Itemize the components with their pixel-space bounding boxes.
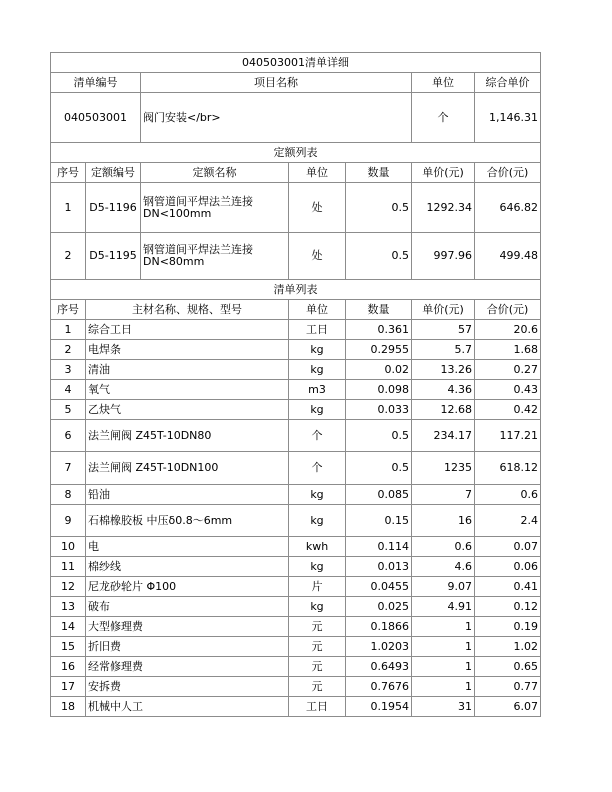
material-row-price: 234.17 [412,420,475,452]
material-row-name: 棉纱线 [86,557,289,577]
material-row-total: 0.41 [475,577,541,597]
material-row-qty: 0.1866 [346,617,412,637]
material-row-price: 4.91 [412,597,475,617]
material-row [51,637,541,657]
material-row-qty: 0.6493 [346,657,412,677]
material-row-name: 氧气 [86,380,289,400]
materials-header-total: 合价(元) [475,300,541,320]
material-row-name: 清油 [86,360,289,380]
material-row-unit: kwh [289,537,346,557]
quota-row-price: 1292.34 [412,183,475,233]
material-row-no: 11 [51,557,86,577]
material-row-unit: 个 [289,420,346,452]
material-row-name: 破布 [86,597,289,617]
material-row-price: 1 [412,617,475,637]
quota-header-code: 定额编号 [86,163,141,183]
material-row-no: 1 [51,320,86,340]
material-row-name: 电 [86,537,289,557]
material-row [51,677,541,697]
material-row [51,400,541,420]
material-row-no: 17 [51,677,86,697]
material-row-price: 7 [412,485,475,505]
material-row-name: 大型修理费 [86,617,289,637]
quota-row-price: 997.96 [412,233,475,280]
material-row-qty: 0.7676 [346,677,412,697]
material-row-name: 经常修理费 [86,657,289,677]
material-row-price: 0.6 [412,537,475,557]
quota-header-qty: 数量 [346,163,412,183]
materials-header-name: 主材名称、规格、型号 [86,300,289,320]
quota-row-no: 1 [51,183,86,233]
material-row-qty: 0.033 [346,400,412,420]
material-row-no: 16 [51,657,86,677]
material-row-qty: 0.5 [346,420,412,452]
material-row [51,380,541,400]
material-row [51,557,541,577]
material-row-name: 乙炔气 [86,400,289,420]
material-row [51,452,541,485]
material-row [51,577,541,597]
material-row-qty: 0.361 [346,320,412,340]
material-row-total: 20.6 [475,320,541,340]
material-row-unit: m3 [289,380,346,400]
material-row [51,537,541,557]
material-row-unit: kg [289,360,346,380]
item-code: 040503001 [51,93,141,143]
material-row-name: 法兰闸阀 Z45T-10DN100 [86,452,289,485]
quota-row-total: 499.48 [475,233,541,280]
material-row-price: 1 [412,637,475,657]
material-row-total: 0.07 [475,537,541,557]
material-row-price: 31 [412,697,475,717]
material-row-price: 1 [412,677,475,697]
material-row-no: 5 [51,400,86,420]
material-row-no: 12 [51,577,86,597]
material-row-total: 618.12 [475,452,541,485]
material-row-name: 机械中人工 [86,697,289,717]
col-header-code: 清单编号 [51,73,141,93]
material-row-unit: kg [289,400,346,420]
material-row-qty: 1.0203 [346,637,412,657]
material-row-unit: 工日 [289,697,346,717]
material-row-total: 0.42 [475,400,541,420]
material-row-unit: 元 [289,677,346,697]
quota-row-unit: 处 [289,233,346,280]
material-row-price: 57 [412,320,475,340]
material-row-qty: 0.2955 [346,340,412,360]
material-row-total: 0.43 [475,380,541,400]
material-row [51,420,541,452]
material-row-qty: 0.085 [346,485,412,505]
material-row-unit: 个 [289,452,346,485]
material-row-total: 117.21 [475,420,541,452]
materials-section-title: 清单列表 [51,280,541,300]
materials-header-unit: 单位 [289,300,346,320]
material-row-unit: kg [289,557,346,577]
material-row-price: 12.68 [412,400,475,420]
material-row-qty: 0.098 [346,380,412,400]
quota-row-code: D5-1195 [86,233,141,280]
material-row-unit: 工日 [289,320,346,340]
quota-row-no: 2 [51,233,86,280]
material-row-total: 2.4 [475,505,541,537]
item-price: 1,146.31 [475,93,541,143]
material-row-price: 9.07 [412,577,475,597]
material-row-no: 7 [51,452,86,485]
quota-section-title: 定额列表 [51,143,541,163]
material-row-name: 安拆费 [86,677,289,697]
material-row-no: 8 [51,485,86,505]
material-row-total: 0.77 [475,677,541,697]
quota-header-no: 序号 [51,163,86,183]
material-row [51,320,541,340]
material-row-price: 4.6 [412,557,475,577]
col-header-unit: 单位 [412,73,475,93]
material-row-no: 18 [51,697,86,717]
material-row-no: 10 [51,537,86,557]
quota-row-name: 钢管道间平焊法兰连接DN<100mm [141,183,289,233]
material-row-total: 0.19 [475,617,541,637]
quota-header-name: 定额名称 [141,163,289,183]
materials-header-price: 单价(元) [412,300,475,320]
material-row-unit: 元 [289,657,346,677]
quota-row-name: 钢管道间平焊法兰连接DN<80mm [141,233,289,280]
material-row-no: 14 [51,617,86,637]
material-row-no: 13 [51,597,86,617]
material-row-qty: 0.15 [346,505,412,537]
material-row-no: 6 [51,420,86,452]
material-row-name: 铅油 [86,485,289,505]
material-row-no: 2 [51,340,86,360]
material-row-total: 0.27 [475,360,541,380]
material-row-unit: 元 [289,637,346,657]
material-row [51,597,541,617]
material-row-unit: kg [289,505,346,537]
material-row-no: 9 [51,505,86,537]
item-unit: 个 [412,93,475,143]
material-row-no: 3 [51,360,86,380]
material-row-name: 折旧费 [86,637,289,657]
material-row-total: 1.68 [475,340,541,360]
material-row-price: 1235 [412,452,475,485]
material-row-qty: 0.025 [346,597,412,617]
material-row-name: 综合工日 [86,320,289,340]
material-row [51,360,541,380]
quota-header-row [51,163,541,183]
material-row [51,657,541,677]
table-title: 040503001清单详细 [51,53,541,73]
quota-row [51,233,541,280]
material-row-total: 0.06 [475,557,541,577]
material-row-unit: kg [289,340,346,360]
material-row-total: 0.12 [475,597,541,617]
quota-row-total: 646.82 [475,183,541,233]
materials-header-row [51,300,541,320]
material-row-name: 石棉橡胶板 中压δ0.8～6mm [86,505,289,537]
quota-row-unit: 处 [289,183,346,233]
material-row-total: 0.65 [475,657,541,677]
material-row-qty: 0.5 [346,452,412,485]
material-row [51,340,541,360]
material-row-total: 6.07 [475,697,541,717]
material-row-qty: 0.1954 [346,697,412,717]
material-row-price: 1 [412,657,475,677]
material-row-unit: 片 [289,577,346,597]
material-row-unit: kg [289,485,346,505]
material-row [51,485,541,505]
quota-row-qty: 0.5 [346,233,412,280]
material-row-name: 法兰闸阀 Z45T-10DN80 [86,420,289,452]
material-row-qty: 0.013 [346,557,412,577]
materials-header-qty: 数量 [346,300,412,320]
material-row [51,617,541,637]
quota-header-unit: 单位 [289,163,346,183]
quota-row [51,183,541,233]
material-row [51,505,541,537]
material-row-unit: 元 [289,617,346,637]
quota-row-qty: 0.5 [346,183,412,233]
quota-header-total: 合价(元) [475,163,541,183]
material-row-name: 尼龙砂轮片 Φ100 [86,577,289,597]
material-row-no: 15 [51,637,86,657]
material-row-qty: 0.0455 [346,577,412,597]
material-row-unit: kg [289,597,346,617]
material-row-price: 5.7 [412,340,475,360]
material-row [51,697,541,717]
material-row-no: 4 [51,380,86,400]
quota-header-price: 单价(元) [412,163,475,183]
material-row-total: 0.6 [475,485,541,505]
materials-header-no: 序号 [51,300,86,320]
material-row-price: 16 [412,505,475,537]
bill-detail-table [50,52,541,717]
quota-row-code: D5-1196 [86,183,141,233]
item-name: 阀门安装</br> [141,93,412,143]
material-row-name: 电焊条 [86,340,289,360]
material-row-price: 4.36 [412,380,475,400]
col-header-name: 项目名称 [141,73,412,93]
material-row-qty: 0.114 [346,537,412,557]
material-row-total: 1.02 [475,637,541,657]
material-row-qty: 0.02 [346,360,412,380]
material-row-price: 13.26 [412,360,475,380]
col-header-price: 综合单价 [475,73,541,93]
